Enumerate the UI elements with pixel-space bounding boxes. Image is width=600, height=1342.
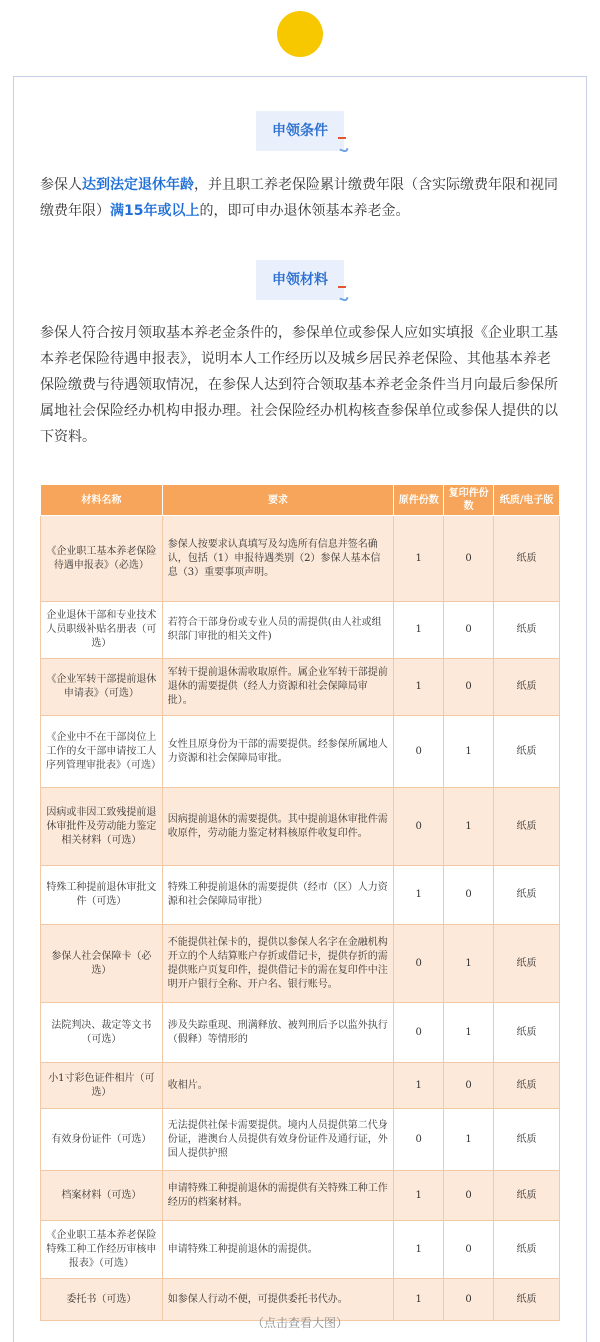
- cell-original: 1: [394, 602, 444, 659]
- cell-copy: 1: [444, 1109, 494, 1171]
- cell-requirement: 如参保人行动不便，可提供委托书代办。: [162, 1279, 394, 1321]
- cell-name: 档案材料（可选）: [41, 1171, 163, 1221]
- cell-name: 《企业职工基本养老保险待遇申报表》（必选）: [41, 516, 163, 602]
- cell-name: 因病或非因工致残提前退休审批件及劳动能力鉴定相关材料（可选）: [41, 788, 163, 866]
- section-title-conditions: [256, 111, 344, 151]
- cell-original: 1: [394, 1279, 444, 1321]
- cell-original: 0: [394, 925, 444, 1003]
- cell-name: 《企业中不在干部岗位上工作的女干部申请按工人序列管理审批表》（可选）: [41, 716, 163, 788]
- cell-name: 特殊工种提前退休审批文件（可选）: [41, 866, 163, 925]
- cell-requirement: 无法提供社保卡需要提供。境内人员提供第二代身份证，港澳台人员提供有效身份证件及通行证，外国人提供护照: [162, 1109, 394, 1171]
- cell-requirement: 申请特殊工种提前退休的需提供。: [162, 1221, 394, 1279]
- cell-name: 小1寸彩色证件相片（可选）: [41, 1063, 163, 1109]
- cell-original: 1: [394, 516, 444, 602]
- cell-type: 纸质: [494, 659, 560, 716]
- cell-type: 纸质: [494, 1063, 560, 1109]
- cell-requirement: 参保人按要求认真填写及勾选所有信息并签名确认，包括（1）申报待遇类别（2）参保人基本信息（3）重要事项声明。: [162, 516, 394, 602]
- cell-original: 1: [394, 659, 444, 716]
- cell-original: 0: [394, 1003, 444, 1063]
- conditions-text-2: ，并且职工养老保险累计缴费年限（含实际缴费年限和视同缴费年限）: [40, 177, 558, 219]
- table-row: [41, 1171, 560, 1221]
- table-row: [41, 602, 560, 659]
- cell-type: 纸质: [494, 716, 560, 788]
- cell-type: 纸质: [494, 602, 560, 659]
- cell-type: 纸质: [494, 1171, 560, 1221]
- section-title-conditions-label: 申领条件: [272, 123, 328, 139]
- cell-copy: 0: [444, 866, 494, 925]
- cell-type: 纸质: [494, 1279, 560, 1321]
- cell-requirement: 因病提前退休的需要提供。其中提前退休审批件需收原件，劳动能力鉴定材料核原件收复印件。: [162, 788, 394, 866]
- table-row: [41, 1221, 560, 1279]
- header-copy: 复印件份数: [444, 485, 494, 516]
- cell-original: 0: [394, 1109, 444, 1171]
- header-requirement: 要求: [162, 485, 394, 516]
- cell-type: 纸质: [494, 516, 560, 602]
- table-row: [41, 925, 560, 1003]
- cell-name: 委托书（可选）: [41, 1279, 163, 1321]
- cell-copy: 1: [444, 1003, 494, 1063]
- conditions-text-3: 的，即可申办退休领基本养老金。: [199, 203, 410, 219]
- cell-requirement: 收相片。: [162, 1063, 394, 1109]
- conditions-highlight-15-years: 满15年或以上: [110, 203, 200, 219]
- header-original: 原件份数: [394, 485, 444, 516]
- table-header-row: [41, 485, 560, 516]
- cell-copy: 0: [444, 1221, 494, 1279]
- cell-type: 纸质: [494, 866, 560, 925]
- view-large-image-caption[interactable]: （点击查看大图）: [251, 1316, 348, 1330]
- cell-type: 纸质: [494, 1109, 560, 1171]
- section-title-materials-label: 申领材料: [272, 272, 328, 288]
- cell-name: 参保人社会保障卡（必选）: [41, 925, 163, 1003]
- header-name: 材料名称: [41, 485, 163, 516]
- decorative-dot: [277, 11, 323, 57]
- cell-original: 0: [394, 788, 444, 866]
- cell-original: 0: [394, 716, 444, 788]
- cell-name: 《企业军转干部提前退休申请表》（可选）: [41, 659, 163, 716]
- accent-dash-icon: [338, 286, 346, 288]
- cell-requirement: 申请特殊工种提前退休的需提供有关特殊工种工作经历的档案材料。: [162, 1171, 394, 1221]
- cell-original: 1: [394, 866, 444, 925]
- conditions-text-1: 参保人: [40, 177, 82, 193]
- cell-copy: 0: [444, 659, 494, 716]
- cell-original: 1: [394, 1063, 444, 1109]
- cell-name: 有效身份证件（可选）: [41, 1109, 163, 1171]
- table-row: [41, 1063, 560, 1109]
- cell-requirement: 若符合干部身份或专业人员的需提供(由人社或组织部门审批的相关文件): [162, 602, 394, 659]
- table-row: [41, 716, 560, 788]
- conditions-paragraph: [40, 172, 560, 224]
- table-row: [41, 1003, 560, 1063]
- cell-requirement: 军转干提前退休需收取原件。属企业军转干部提前退休的需要提供（经人力资源和社会保障局审批）。: [162, 659, 394, 716]
- cell-name: 法院判决、裁定等文书（可选）: [41, 1003, 163, 1063]
- cell-type: 纸质: [494, 1221, 560, 1279]
- cell-type: 纸质: [494, 925, 560, 1003]
- cell-name: 《企业职工基本养老保险特殊工种工作经历审核申报表》（可选）: [41, 1221, 163, 1279]
- accent-dash-icon: [338, 137, 346, 139]
- cell-type: 纸质: [494, 788, 560, 866]
- cell-copy: 0: [444, 516, 494, 602]
- cell-copy: 0: [444, 602, 494, 659]
- cell-name: 企业退休干部和专业技术人员职级补贴名册表（可选）: [41, 602, 163, 659]
- section-title-materials: [256, 260, 344, 300]
- table-row: [41, 516, 560, 602]
- header-type: 纸质/电子版: [494, 485, 560, 516]
- cell-copy: 0: [444, 1171, 494, 1221]
- table-row: [41, 1109, 560, 1171]
- materials-table: [40, 484, 560, 1321]
- cell-type: 纸质: [494, 1003, 560, 1063]
- cell-copy: 0: [444, 1063, 494, 1109]
- cell-requirement: 特殊工种提前退休的需要提供（经市（区）人力资源和社会保障局审批）: [162, 866, 394, 925]
- cell-requirement: 涉及失踪重现、刑满释放、被判刑后予以监外执行（假释）等情形的: [162, 1003, 394, 1063]
- table-row: [41, 788, 560, 866]
- cell-original: 1: [394, 1171, 444, 1221]
- cell-copy: 1: [444, 716, 494, 788]
- cell-requirement: 女性且原身份为干部的需要提供。经参保所属地人力资源和社会保障局审批。: [162, 716, 394, 788]
- cell-requirement: 不能提供社保卡的，提供以参保人名字在金融机构开立的个人结算账户存折或借记卡，提供存折的需提供账户页复印件，提供借记卡的需在复印件中注明开户银行全称、开户名、银行账号。: [162, 925, 394, 1003]
- cell-copy: 1: [444, 925, 494, 1003]
- table-row: [41, 866, 560, 925]
- cell-original: 1: [394, 1221, 444, 1279]
- table-row: [41, 659, 560, 716]
- cell-copy: 0: [444, 1279, 494, 1321]
- cell-copy: 1: [444, 788, 494, 866]
- materials-paragraph: 参保人符合按月领取基本养老金条件的，参保单位或参保人应如实填报《企业职工基本养老保险待遇申报表》，说明本人工作经历以及城乡居民养老保险、其他基本养老保险缴费与待遇领取情况，在参保人达到符合领取基本养老金条件当月向最后参保所属地社会保险经办机构申报办理。社会保险经办机构核查参保单位或参保人提供的以下资料。: [40, 325, 558, 445]
- conditions-highlight-retirement-age: 达到法定退休年龄: [82, 177, 194, 193]
